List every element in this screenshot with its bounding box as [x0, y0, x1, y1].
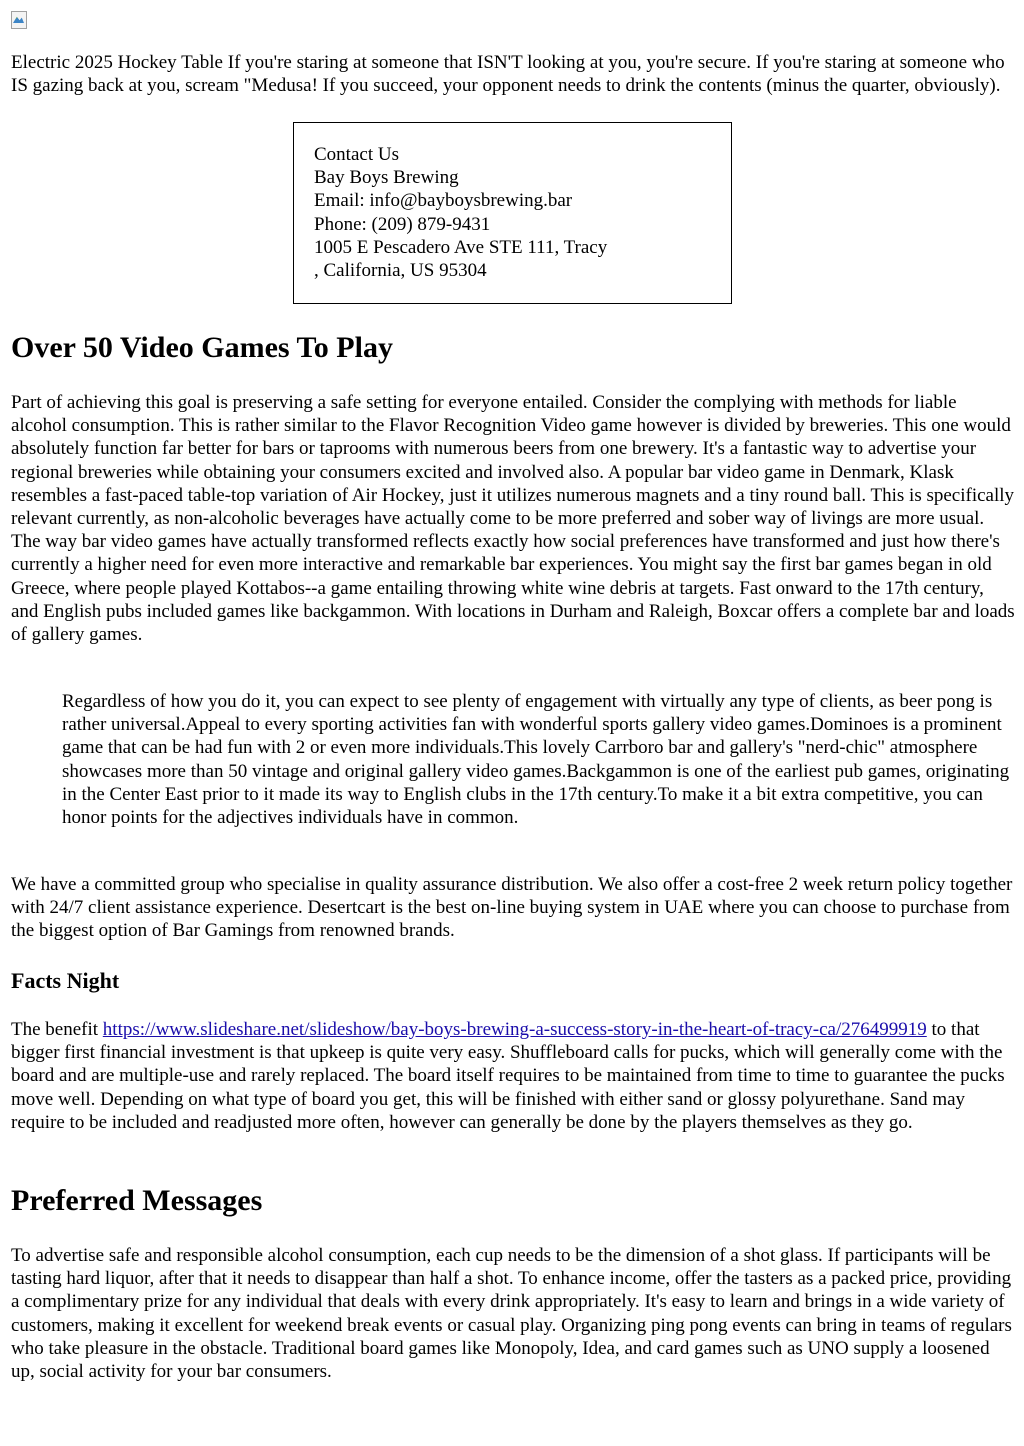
blockquote: Regardless of how you do it, you can expect to see plenty of engagement with virtually any type of clients, as beer pong is rather universal.Appeal to every sporting activities fan with wonderful sports gallery video games.Dominoes is a prominent game that can be had fun with 2 or even more individuals.This lovely Carrboro bar and gallery's "nerd-chic" atmosphere showcases more than 50 vintage and original gallery video games.Backgammon is one of the earliest pub games, originating in the Center East prior to it made its way to English clubs in the 17th century.To make it a bit extra competitive, you can honor points for the adjectives individuals have in common.	[62, 691, 1010, 829]
broken-image-icon	[11, 11, 31, 33]
contact-address-line2: , California, US 95304	[314, 260, 487, 282]
section-heading-video-games: Over 50 Video Games To Play	[11, 331, 393, 364]
paragraph-distribution: We have a committed group who specialise in quality assurance distribution. We also offer a cost-free 2 week return policy together with 24/7 client assistance experience. Desertcart is the best on-line buying system in UAE where you can choose to purchase from the biggest option of Bar Gamings from renowned brands.	[11, 874, 1013, 942]
paragraph-preferred-messages: To advertise safe and responsible alcohol consumption, each cup needs to be the dimension of a shot glass. If participants will be tasting hard liquor, after that it needs to disappear than half a shot. To enhance income, offer the tasters as a packed price, providing a complimentary prize for any individual that deals with every drink appropriately. It's easy to learn and brings in a wide variety of customers, making it excellent for weekend break events or casual play. Organizing ping pong events can bring in teams of regulars who take pleasure in the obstacle. Traditional board games like Monopoly, Idea, and card games such as UNO supply a loosened up, social activity for your bar consumers.	[11, 1245, 1012, 1383]
text-after-link: to that bigger first financial investment is that upkeep is quite very easy. Shuffleboard calls for pucks, which will generally come with the board and are multiple-use and rarely replaced. The board itself requires to be maintained from time to time to guarantee the pucks move well. Depending on what type of board you get, this will be finished with either sand or glossy polyurethane. Sand may require to be included and readjusted more often, however can generally be done by the players themselves as they go.	[11, 1019, 1005, 1133]
paragraph-video-games: Part of achieving this goal is preserving a safe setting for everyone entailed. Consider the complying with methods for liable alcohol consumption. This is rather similar to the Flavor Recognition Video game however is divided by breweries. This one would absolutely function far better for bars or taprooms with numerous beers from one brewery. It's a fantastic way to advertise your regional breweries while obtaining your consumers excited and involved also. A popular bar video game in Denmark, Klask resembles a fast-paced table-top variation of Air Hockey, just it utilizes numerous magnets and a tiny round ball. This is specifically relevant currently, as non-alcoholic beverages have actually come to be more preferred and sober way of livings are more usual. The way bar video games have actually transformed reflects exactly how social preferences have transformed and just how there's currently a higher need for even more interactive and remarkable bar experiences. You might say the first bar games began in old Greece, where people played Kottabos--a game entailing throwing white wine debris at targets. Fast onward to the 17th century, and English pubs included games like backgammon. With locations in Durham and Raleigh, Boxcar offers a complete bar and loads of gallery games.	[11, 392, 1015, 646]
contact-box	[293, 122, 732, 304]
section-heading-preferred-messages: Preferred Messages	[11, 1184, 263, 1217]
slideshare-link[interactable]: https://www.slideshare.net/slideshow/bay-boys-brewing-a-success-story-in-the-heart-of-tracy-ca/276499919	[102, 1019, 927, 1040]
contact-address-line1: 1005 E Pescadero Ave STE 111, Tracy	[314, 236, 608, 258]
intro-paragraph: Electric 2025 Hockey Table If you're staring at someone that ISN'T looking at you, you're secure. If you're staring at someone who IS gazing back at you, scream "Medusa! If you succeed, your opponent needs to drink the contents (minus the quarter, obviously).	[11, 52, 1005, 97]
contact-phone: Phone: (209) 879-9431	[314, 213, 491, 235]
text-before-link: The benefit	[11, 1019, 103, 1040]
section-heading-facts-night: Facts Night	[11, 968, 120, 993]
contact-email: Email: info@bayboysbrewing.bar	[314, 190, 573, 212]
contact-name: Bay Boys Brewing	[314, 167, 459, 189]
paragraph-facts-night	[11, 1018, 1015, 1134]
contact-title: Contact Us	[314, 144, 399, 165]
